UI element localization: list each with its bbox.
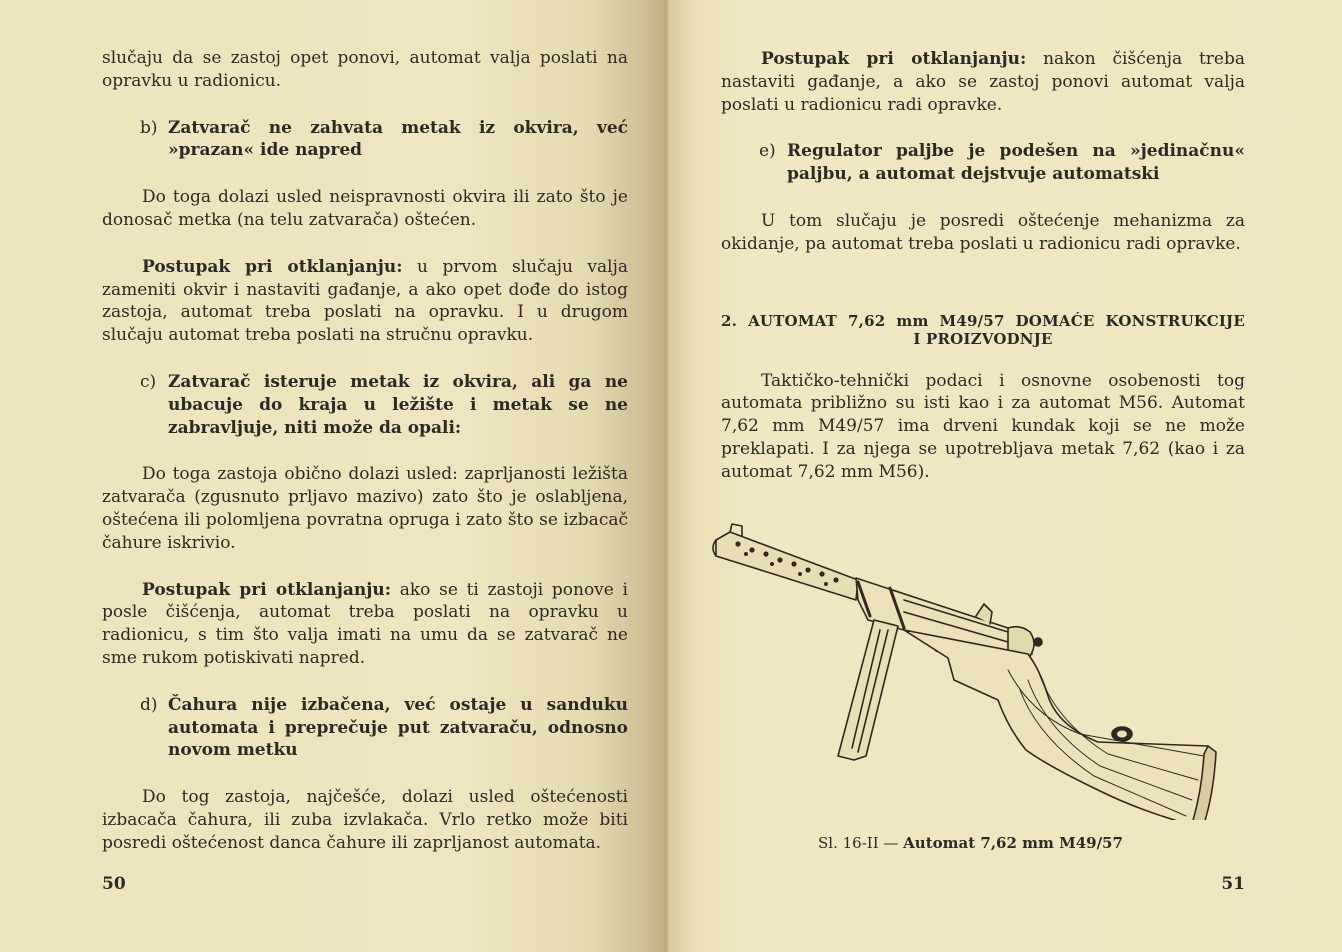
- page-number: 51: [1221, 874, 1245, 894]
- paragraph-text: ako se ti zastoji ponove i posle čišćenja, automat treba poslati na opravku u radionicu, s tim što valja imati na umu da se zatvarač ne sme rukom potiskivati napred.: [102, 579, 628, 668]
- subsection-c: [102, 371, 628, 439]
- item-marker: c): [140, 371, 157, 392]
- paragraph: U tom slučaju je posredi oštećenje mehanizma za okidanje, pa automat treba poslati u radionicu radi opravke.: [721, 210, 1245, 254]
- paragraph: slučaju da se zastoj opet ponovi, automat valja poslati na opravku u radionicu.: [102, 48, 628, 91]
- paragraph: Taktičko-tehnički podaci i osnovne osobenosti tog automata približno su isti kao i za automat M56. Automat 7,62 mm M49/57 ima drveni kundak koji se ne može preklapati. I za njega se upotrebljava metak 7,62 (kao i za automat 7,62 mm M56).: [721, 370, 1245, 482]
- book-gutter: [665, 0, 671, 952]
- procedure-label: Postupak pri otklanjanju:: [142, 256, 403, 277]
- procedure-label: Postupak pri otklanjanju:: [142, 579, 391, 600]
- paragraph-text: nakon čišćenja treba nastaviti gađanje, a ako se zastoj ponovi automat valja poslati u radionicu radi opravke.: [721, 49, 1246, 115]
- paragraph: [102, 579, 628, 670]
- submachine-gun-illustration: [708, 520, 1248, 820]
- paragraph: [102, 256, 628, 347]
- paragraph: Do tog zastoja, najčešće, dolazi usled oštećenosti izbacača čahura, ili zuba izvlakača. Vrlo retko može biti posredi oštećenost danca čahure ili zaprljanost automata.: [102, 787, 628, 853]
- subsection-title: Zatvarač isteruje metak iz okvira, ali ga ne ubacuje do kraja u ležište i metak se ne zabravljuje, niti može da opali:: [168, 371, 628, 438]
- subsection-title: Čahura nije izbačena, već ostaje u sanduku automata i preprečuje put zatvaraču, odnosno novom metku: [168, 694, 628, 761]
- item-marker: d): [140, 694, 158, 715]
- item-marker: b): [140, 117, 158, 138]
- paragraph: Do toga zastoja obično dolazi usled: zaprljanosti ležišta zatvarača (zgusnuto prljavo mazivo) zato što je oslabljena, oštećena ili polomljena povratna opruga i zato što se izbacač čahure iskrivio.: [102, 464, 628, 553]
- right-page-text: [721, 48, 1245, 484]
- figure-submachine-gun: [708, 520, 1248, 820]
- left-page: [0, 0, 668, 952]
- figure-caption: [818, 834, 1123, 852]
- item-marker: e): [759, 141, 776, 162]
- page-number: 50: [102, 874, 126, 894]
- caption-prefix: Sl. 16-II —: [818, 834, 904, 852]
- subsection-d: [102, 694, 628, 762]
- subsection-b: [102, 117, 628, 163]
- right-page: [668, 0, 1342, 952]
- section-heading: [721, 312, 1245, 348]
- paragraph: Do toga dolazi usled neispravnosti okvira ili zato što je donosač metka (na telu zatvarača) oštećen.: [102, 187, 628, 230]
- paragraph-text: u prvom slučaju valja zameniti okvir i nastaviti gađanje, a ako opet dođe do istog zastoja, automat treba poslati na opravku. I u drugom slučaju automat treba poslati na stručnu opravku.: [102, 256, 628, 346]
- subsection-title: Zatvarač ne zahvata metak iz okvira, već »prazan« ide napred: [168, 117, 628, 161]
- subsection-e: [721, 140, 1245, 186]
- subsection-title: Regulator paljbe je podešen na »jedinačnu« paljbu, a automat dejstvuje automatski: [787, 141, 1245, 185]
- caption-title: Automat 7,62 mm M49/57: [903, 834, 1123, 852]
- paragraph: [721, 48, 1245, 116]
- section-heading-line-1: 2. AUTOMAT 7,62 mm M49/57 DOMAĆE KONSTRUKCIJE: [721, 311, 1245, 330]
- section-heading-line-2: I PROIZVODNJE: [913, 329, 1053, 348]
- left-page-text: [102, 47, 628, 855]
- procedure-label: Postupak pri otklanjanju:: [761, 49, 1027, 69]
